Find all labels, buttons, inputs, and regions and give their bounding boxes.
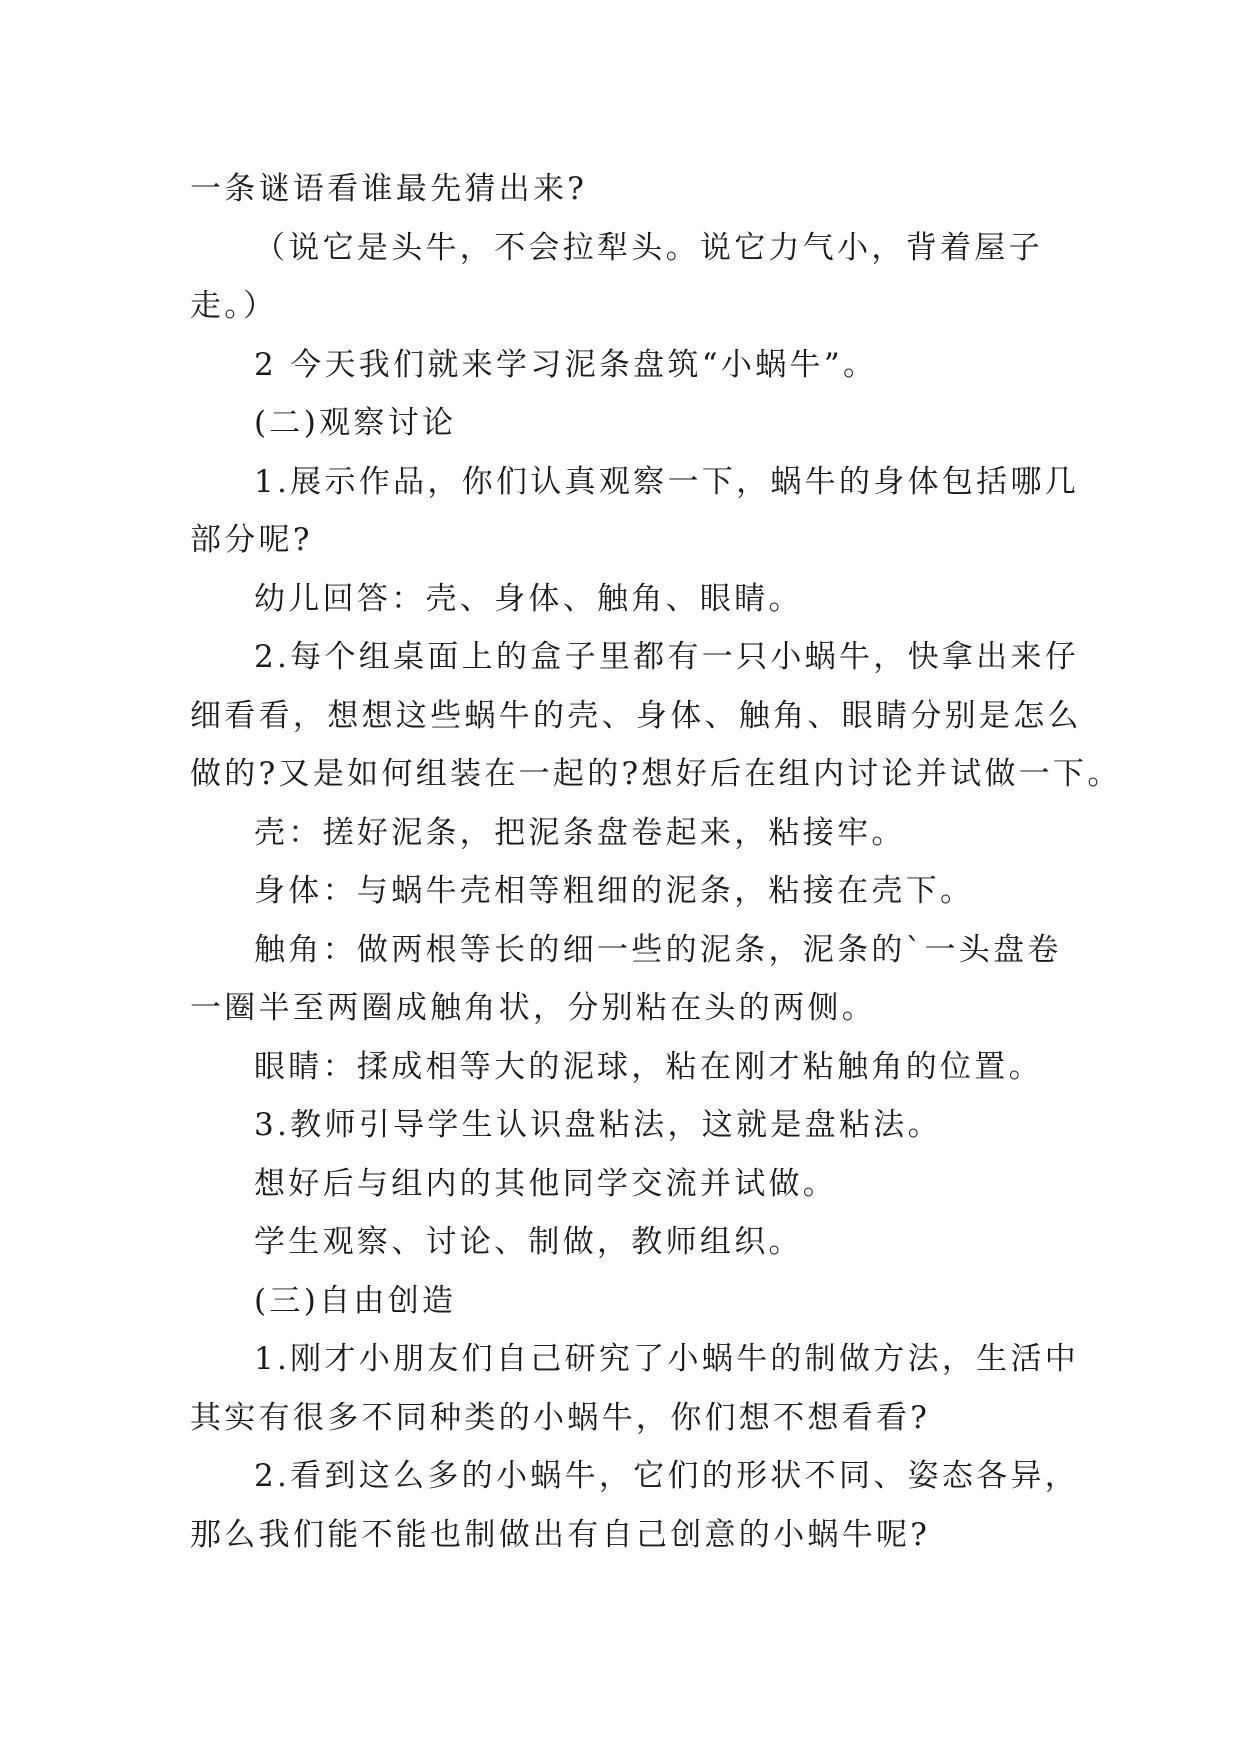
text-line: 1.展示作品，你们认真观察一下，蜗牛的身体包括哪几 <box>254 463 1080 500</box>
text-line: 3.教师引导学生认识盘粘法，这就是盘粘法。 <box>254 1107 942 1143</box>
text-line: 做的?又是如何组装在一起的?想好后在组内讨论并试做一下。 <box>190 756 1122 792</box>
text-line: 学生观察、讨论、制做，教师组织。 <box>254 1224 803 1260</box>
section-heading: (三)自由创造 <box>254 1282 457 1319</box>
text-line: （说它是头牛，不会拉犁头。说它力气小，背着屋子 <box>254 229 1043 266</box>
text-line: 触角：做两根等长的细一些的泥条，泥条的`一头盘卷 <box>254 931 1062 968</box>
document-body <box>190 160 1122 1564</box>
text-line: 1.刚才小朋友们自己研究了小蜗牛的制做方法，生活中 <box>254 1341 1080 1377</box>
section-heading: (二)观察讨论 <box>254 405 457 441</box>
text-line: 细看看，想想这些蜗牛的壳、身体、触角、眼睛分别是怎么 <box>190 697 1082 734</box>
text-line: 2 今天我们就来学习泥条盘筑“小蜗牛”。 <box>254 346 878 383</box>
text-line: 其实有很多不同种类的小蜗牛，你们想不想看看? <box>190 1399 931 1436</box>
text-line: 那么我们能不能也制做出有自己创意的小蜗牛呢? <box>190 1516 931 1553</box>
text-line: 一条谜语看谁最先猜出来? <box>190 171 588 207</box>
text-line: 部分呢? <box>190 522 313 558</box>
text-line: 2.每个组桌面上的盒子里都有一只小蜗牛，快拿出来仔 <box>254 639 1080 675</box>
text-line: 壳：搓好泥条，把泥条盘卷起来，粘接牢。 <box>254 814 906 851</box>
text-line: 身体：与蜗牛壳相等粗细的泥条，粘接在壳下。 <box>254 873 975 909</box>
text-line: 2.看到这么多的小蜗牛，它们的形状不同、姿态各异， <box>254 1458 1080 1494</box>
text-line: 眼睛：揉成相等大的泥球，粘在刚才粘触角的位置。 <box>254 1048 1043 1085</box>
text-line: 一圈半至两圈成触角状，分别粘在头的两侧。 <box>190 990 876 1026</box>
text-line: 想好后与组内的其他同学交流并试做。 <box>254 1165 838 1202</box>
text-line: 走。） <box>190 288 278 324</box>
text-line: 幼儿回答：壳、身体、触角、眼睛。 <box>254 580 803 617</box>
